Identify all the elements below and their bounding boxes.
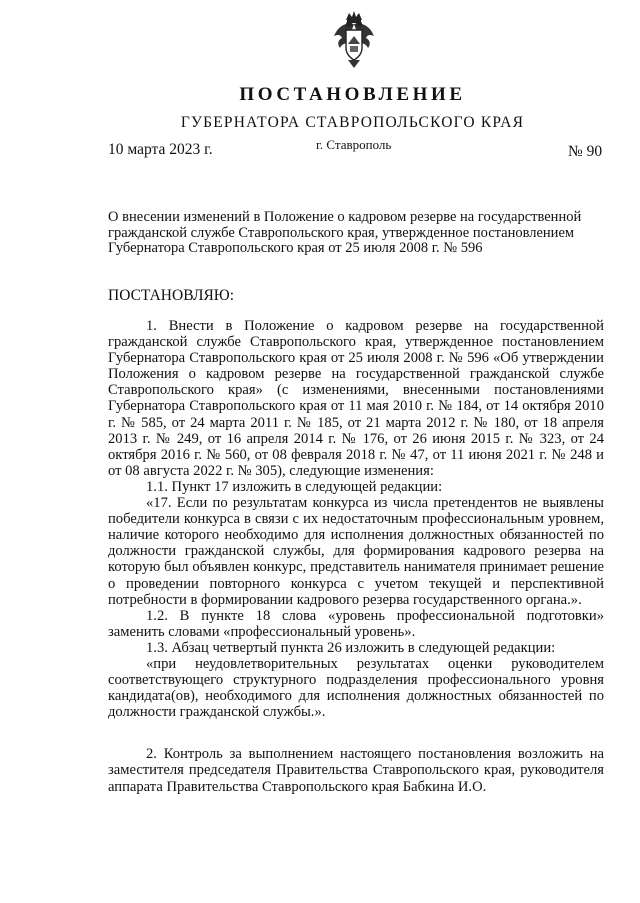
paragraph-2: 2. Контроль за выполнением настоящего постановления возложить на заместителя председателя Правительства Ставропольского края, руководителя аппарата Правительства Ставропольского края Бабкина И.О. bbox=[108, 746, 604, 795]
paragraph-1: 1. Внести в Положение о кадровом резерве на государственной гражданской службе Ставропольского края, утвержденное постановлением Губернатора Ставропольского края от 25 июля 2008 г. № 596 «Об утверждении Положения о кадровом резерве на государственной гражданской службе Ставропольского края» (с изменениями, внесенными постановлениями Губернатора Ставропольского края от 11 мая 2010 г. № 184, от 14 октября 2010 г. № 585, от 24 марта 2011 г. № 185, от 21 марта 2012 г. № 180, от 18 апреля 2013 г. № 249, от 16 апреля 2014 г. № 176, от 26 июня 2015 г. № 323, от 24 октября 2016 г. № 560, от 08 февраля 2018 г. № 47, от 11 июня 2021 г. № 248 и от 08 августа 2022 г. № 305), следующие изменения: bbox=[108, 318, 604, 479]
paragraph-1-3-text: «при неудовлетворительных результатах оценки руководителем соответствующего структурного подразделения профессионального уровня кандидата(ов), необходимого для исполнения должностных обязанностей по должности гражданской службы.». bbox=[108, 655, 604, 721]
document-city: г. Ставрополь bbox=[316, 137, 392, 152]
document-title: ПОСТАНОВЛЕНИЕ bbox=[239, 84, 466, 105]
coat-of-arms-icon bbox=[332, 10, 376, 70]
document-subject: О внесении изменений в Положение о кадровом резерве на государственной гражданской службе Ставропольского края, утвержденное постановлением Губернатора Ставропольского края от 25 июля 2008 г. № 596 bbox=[108, 209, 582, 256]
document-issuer: ГУБЕРНАТОРА СТАВРОПОЛЬСКОГО КРАЯ bbox=[180, 114, 525, 131]
paragraph-1-1: 1.1. Пункт 17 изложить в следующей редакции: bbox=[146, 478, 443, 495]
document-number: № 90 bbox=[568, 143, 603, 160]
paragraph-1-2: 1.2. В пункте 18 слова «уровень профессиональной подготовки» заменить словами «профессиональный уровень». bbox=[108, 607, 604, 640]
paragraph-1-1-text: «17. Если по результатам конкурса из числа претендентов не выявлены победители конкурса в связи с их недостаточным профессиональным уровнем, наличие которого необходимо для исполнения должностных обязанностей по должности гражданской службы, для формирования кадрового резерва на которую был объявлен конкурс, представитель нанимателя принимает решение о проведении повторного конкурса с учетом текущей и перспективной потребности в формировании кадрового резерва государственного органа.». bbox=[108, 495, 604, 608]
decree-word: ПОСТАНОВЛЯЮ: bbox=[108, 287, 235, 304]
paragraph-1-3: 1.3. Абзац четвертый пункта 26 изложить в следующей редакции: bbox=[146, 639, 556, 656]
document-body bbox=[108, 318, 604, 795]
document-date: 10 марта 2023 г. bbox=[108, 141, 213, 158]
